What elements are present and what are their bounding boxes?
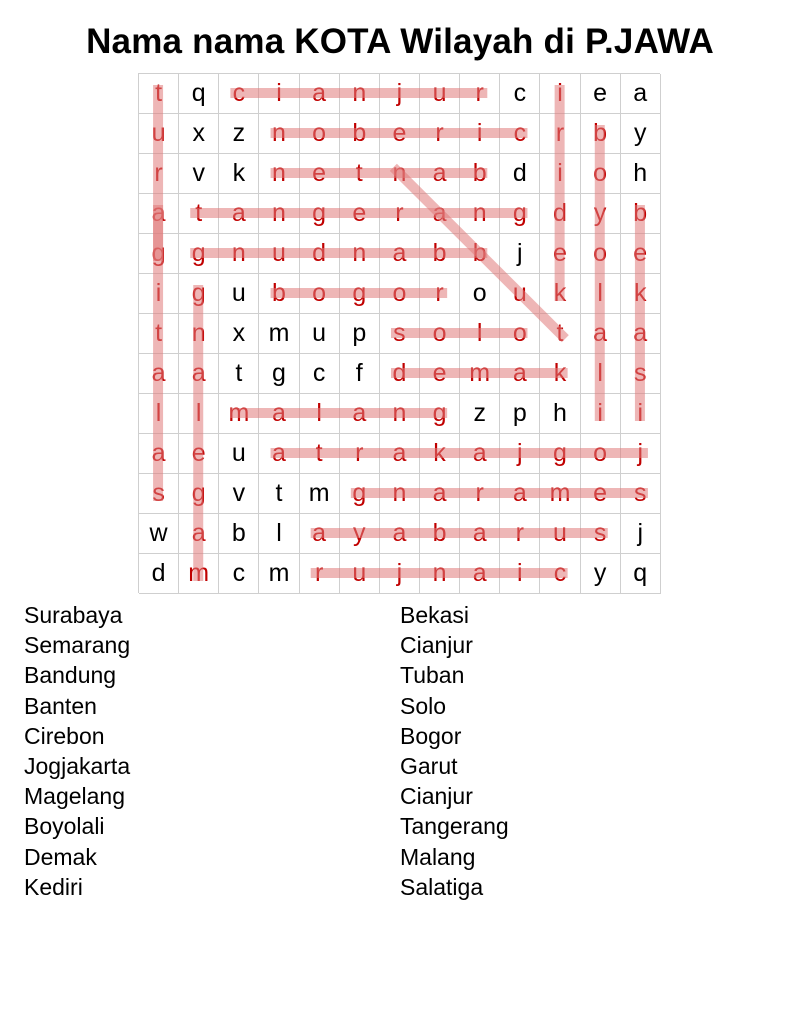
- word-list-item: Kediri: [24, 873, 83, 900]
- grid-cell[interactable]: r: [460, 474, 500, 514]
- grid-cell[interactable]: z: [219, 114, 259, 154]
- grid-cell[interactable]: t: [179, 194, 219, 234]
- grid-cell[interactable]: i: [259, 74, 299, 114]
- grid-cell[interactable]: i: [500, 554, 540, 594]
- grid-cell[interactable]: m: [540, 474, 580, 514]
- word-list-item: Bandung: [24, 662, 117, 689]
- grid-cell[interactable]: r: [420, 274, 460, 314]
- grid-cell[interactable]: n: [420, 554, 460, 594]
- grid-cell[interactable]: r: [340, 434, 380, 474]
- grid-cell[interactable]: n: [460, 194, 500, 234]
- grid-cell[interactable]: o: [500, 314, 540, 354]
- grid-cell[interactable]: k: [621, 274, 661, 314]
- word-list-item: Demak: [24, 843, 97, 870]
- grid-cell[interactable]: j: [380, 554, 420, 594]
- word-list-item: Magelang: [24, 783, 126, 810]
- grid-cell[interactable]: e: [300, 154, 340, 194]
- grid-cell[interactable]: p: [340, 314, 380, 354]
- grid-cell[interactable]: d: [540, 194, 580, 234]
- grid-cell[interactable]: d: [380, 354, 420, 394]
- letter-grid: [138, 73, 660, 593]
- grid-cell[interactable]: g: [139, 234, 179, 274]
- grid-cell[interactable]: l: [259, 514, 299, 554]
- grid-cell[interactable]: c: [500, 74, 540, 114]
- grid-cell[interactable]: e: [540, 234, 580, 274]
- grid-cell[interactable]: a: [219, 194, 259, 234]
- grid-cell[interactable]: m: [259, 554, 299, 594]
- grid-cell[interactable]: s: [380, 314, 420, 354]
- word-list-item: Tangerang: [400, 813, 509, 840]
- grid-cell[interactable]: c: [219, 554, 259, 594]
- grid-cell[interactable]: r: [500, 514, 540, 554]
- grid-cell[interactable]: u: [420, 74, 460, 114]
- grid-cell[interactable]: n: [340, 74, 380, 114]
- grid-cell[interactable]: o: [460, 274, 500, 314]
- grid-cell[interactable]: l: [581, 354, 621, 394]
- grid-cell[interactable]: g: [300, 194, 340, 234]
- grid-cell[interactable]: t: [340, 154, 380, 194]
- word-list-item: Semarang: [24, 632, 131, 659]
- grid-cell[interactable]: n: [380, 394, 420, 434]
- grid-cell[interactable]: a: [139, 354, 179, 394]
- grid-cell[interactable]: a: [380, 514, 420, 554]
- grid-cell[interactable]: c: [500, 114, 540, 154]
- grid-cell[interactable]: b: [621, 194, 661, 234]
- grid-cell[interactable]: u: [340, 554, 380, 594]
- grid-cell[interactable]: a: [500, 354, 540, 394]
- grid-cell[interactable]: a: [139, 194, 179, 234]
- grid-cell[interactable]: j: [500, 434, 540, 474]
- grid-cell[interactable]: e: [581, 74, 621, 114]
- grid-cell[interactable]: b: [259, 274, 299, 314]
- word-list-item: Cianjur: [400, 783, 473, 810]
- grid-cell[interactable]: b: [460, 234, 500, 274]
- grid-cell[interactable]: r: [420, 114, 460, 154]
- grid-cell[interactable]: u: [540, 514, 580, 554]
- grid-cell[interactable]: a: [340, 394, 380, 434]
- word-list-item: Bekasi: [400, 602, 470, 628]
- grid-cell[interactable]: w: [139, 514, 179, 554]
- grid-cell[interactable]: b: [420, 514, 460, 554]
- word-list-item: Surabaya: [24, 602, 123, 628]
- grid-cell[interactable]: t: [139, 74, 179, 114]
- grid-cell[interactable]: j: [380, 74, 420, 114]
- grid-cell[interactable]: s: [139, 474, 179, 514]
- grid-cell[interactable]: y: [621, 114, 661, 154]
- grid-cell[interactable]: l: [179, 394, 219, 434]
- grid-cell[interactable]: n: [259, 114, 299, 154]
- grid-cell[interactable]: i: [460, 114, 500, 154]
- grid-cell[interactable]: u: [300, 314, 340, 354]
- grid-cell[interactable]: u: [139, 114, 179, 154]
- grid-cell[interactable]: s: [621, 474, 661, 514]
- grid-cell[interactable]: a: [621, 314, 661, 354]
- grid-cell[interactable]: a: [300, 514, 340, 554]
- grid-cell[interactable]: a: [460, 434, 500, 474]
- grid-cell[interactable]: u: [259, 234, 299, 274]
- grid-cell[interactable]: i: [540, 74, 580, 114]
- grid-cell[interactable]: j: [621, 434, 661, 474]
- grid-cell[interactable]: i: [621, 394, 661, 434]
- grid-cell[interactable]: n: [380, 154, 420, 194]
- word-list-item: Cianjur: [400, 632, 473, 659]
- grid-cell[interactable]: f: [340, 354, 380, 394]
- grid-cell[interactable]: x: [219, 314, 259, 354]
- grid-cell[interactable]: n: [380, 474, 420, 514]
- word-list-item: Solo: [400, 692, 447, 719]
- grid-cell[interactable]: q: [179, 74, 219, 114]
- grid-cell[interactable]: o: [420, 314, 460, 354]
- grid-cell[interactable]: k: [540, 354, 580, 394]
- grid-cell[interactable]: v: [179, 154, 219, 194]
- grid-cell[interactable]: g: [179, 234, 219, 274]
- grid-cell[interactable]: d: [500, 154, 540, 194]
- grid-cell[interactable]: y: [581, 554, 621, 594]
- grid-cell[interactable]: a: [139, 434, 179, 474]
- grid-cell[interactable]: r: [460, 74, 500, 114]
- grid-cell[interactable]: c: [300, 354, 340, 394]
- grid-cell[interactable]: i: [581, 394, 621, 434]
- word-list-item: Jogjakarta: [24, 752, 131, 779]
- grid-cell[interactable]: j: [500, 234, 540, 274]
- grid-cell[interactable]: x: [179, 114, 219, 154]
- grid-cell[interactable]: d: [139, 554, 179, 594]
- grid-cell[interactable]: g: [340, 274, 380, 314]
- grid-cell[interactable]: t: [219, 354, 259, 394]
- grid-cell[interactable]: g: [420, 394, 460, 434]
- grid-cell[interactable]: h: [621, 154, 661, 194]
- grid-cell[interactable]: p: [500, 394, 540, 434]
- grid-cell[interactable]: a: [179, 354, 219, 394]
- grid-cell[interactable]: g: [500, 194, 540, 234]
- grid-cell[interactable]: e: [340, 194, 380, 234]
- word-list-item: Salatiga: [400, 873, 484, 900]
- puzzle-title: Nama nama KOTA Wilayah di P.JAWA: [86, 22, 714, 61]
- grid-cell[interactable]: o: [300, 114, 340, 154]
- grid-cell[interactable]: m: [179, 554, 219, 594]
- grid-cell[interactable]: k: [420, 434, 460, 474]
- grid-cell[interactable]: j: [621, 514, 661, 554]
- grid-cell[interactable]: a: [420, 154, 460, 194]
- grid-cell[interactable]: g: [259, 354, 299, 394]
- grid-cell[interactable]: y: [340, 514, 380, 554]
- grid-cell[interactable]: a: [621, 74, 661, 114]
- grid-cell[interactable]: e: [621, 234, 661, 274]
- grid-cell[interactable]: l: [460, 314, 500, 354]
- grid-cell[interactable]: h: [540, 394, 580, 434]
- word-list-left: [24, 600, 130, 902]
- grid-cell[interactable]: a: [179, 514, 219, 554]
- grid-cell[interactable]: z: [460, 394, 500, 434]
- grid-cell[interactable]: r: [139, 154, 179, 194]
- grid-cell[interactable]: c: [540, 554, 580, 594]
- grid-cell[interactable]: b: [581, 114, 621, 154]
- grid-cell[interactable]: a: [300, 74, 340, 114]
- grid-cell[interactable]: o: [300, 274, 340, 314]
- grid-cell[interactable]: t: [540, 314, 580, 354]
- grid-cell[interactable]: y: [581, 194, 621, 234]
- grid-cell[interactable]: i: [540, 154, 580, 194]
- grid-cell[interactable]: a: [420, 474, 460, 514]
- grid-cell[interactable]: s: [621, 354, 661, 394]
- grid-cell[interactable]: m: [259, 314, 299, 354]
- grid-cell[interactable]: r: [540, 114, 580, 154]
- grid-cell[interactable]: e: [581, 474, 621, 514]
- grid-cell[interactable]: i: [139, 274, 179, 314]
- word-list-right: [400, 600, 509, 902]
- grid-cell[interactable]: b: [420, 234, 460, 274]
- grid-cell[interactable]: r: [380, 194, 420, 234]
- grid-cell[interactable]: o: [581, 234, 621, 274]
- grid-cell[interactable]: t: [300, 434, 340, 474]
- grid-cell[interactable]: a: [500, 474, 540, 514]
- grid-cell[interactable]: n: [259, 154, 299, 194]
- grid-cell[interactable]: o: [581, 434, 621, 474]
- grid-cell[interactable]: m: [460, 354, 500, 394]
- grid-cell[interactable]: u: [219, 434, 259, 474]
- word-list-item: Bogor: [400, 722, 462, 749]
- word-list-item: Cirebon: [24, 722, 105, 749]
- grid-cell[interactable]: e: [179, 434, 219, 474]
- grid-cell[interactable]: r: [300, 554, 340, 594]
- grid-cell[interactable]: k: [219, 154, 259, 194]
- grid-cell[interactable]: n: [259, 194, 299, 234]
- grid-cell[interactable]: a: [420, 194, 460, 234]
- word-list-item: Banten: [24, 692, 97, 719]
- grid-cell[interactable]: t: [259, 474, 299, 514]
- grid-cell[interactable]: g: [179, 474, 219, 514]
- grid-cell[interactable]: l: [300, 394, 340, 434]
- grid-cell[interactable]: u: [219, 274, 259, 314]
- grid-cell[interactable]: d: [300, 234, 340, 274]
- grid-cell[interactable]: u: [500, 274, 540, 314]
- grid-cell[interactable]: o: [380, 274, 420, 314]
- grid-cell[interactable]: b: [219, 514, 259, 554]
- grid-cell[interactable]: m: [300, 474, 340, 514]
- grid-cell[interactable]: l: [581, 274, 621, 314]
- grid-cell[interactable]: c: [219, 74, 259, 114]
- grid-cell[interactable]: n: [179, 314, 219, 354]
- grid-cell[interactable]: o: [581, 154, 621, 194]
- grid-cell[interactable]: e: [420, 354, 460, 394]
- grid-cell[interactable]: a: [581, 314, 621, 354]
- word-list-item: Tuban: [400, 662, 465, 689]
- grid-cell[interactable]: t: [139, 314, 179, 354]
- grid-cell[interactable]: a: [259, 394, 299, 434]
- grid-cell[interactable]: s: [581, 514, 621, 554]
- grid-cell[interactable]: a: [460, 514, 500, 554]
- word-list-item: Malang: [400, 843, 476, 870]
- grid-cell[interactable]: m: [219, 394, 259, 434]
- grid-cell[interactable]: v: [219, 474, 259, 514]
- grid-cell[interactable]: b: [340, 114, 380, 154]
- grid-cell[interactable]: n: [219, 234, 259, 274]
- grid-cell[interactable]: q: [621, 554, 661, 594]
- grid-cell[interactable]: e: [380, 114, 420, 154]
- grid-cell[interactable]: a: [380, 434, 420, 474]
- grid-cell[interactable]: a: [380, 234, 420, 274]
- grid-cell[interactable]: g: [540, 434, 580, 474]
- grid-cell[interactable]: g: [179, 274, 219, 314]
- grid-cell[interactable]: k: [540, 274, 580, 314]
- grid-cell[interactable]: g: [340, 474, 380, 514]
- grid-cell[interactable]: n: [340, 234, 380, 274]
- grid-cell[interactable]: a: [460, 554, 500, 594]
- word-list-item: Garut: [400, 752, 458, 779]
- grid-cell[interactable]: a: [259, 434, 299, 474]
- grid-cell[interactable]: l: [139, 394, 179, 434]
- grid-cell[interactable]: b: [460, 154, 500, 194]
- word-list-item: Boyolali: [24, 813, 105, 840]
